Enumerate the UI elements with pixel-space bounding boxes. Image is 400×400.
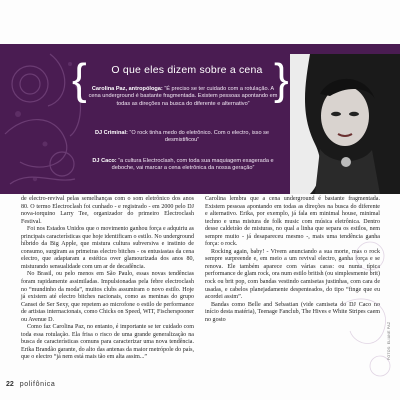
quote-banner [0,44,400,194]
quote-carolina [88,86,278,108]
quote-box [72,55,289,184]
right-brace: } [274,55,289,104]
portrait-photo [290,54,400,194]
paragraph: Foi nos Estados Unidos que o movimento ganhou força e adquiriu as principais características que hoje identificam o estilo. No underground híbrido da Big Apple, que mistura cultura subversiva e instinto de consumo, surgiram as primeiras electro bitches - os entusiastas da cena electro, que adaptaram a estética over glamourizada dos anos 80, misturando sensualidade com um ar de decadência. [21,226,194,270]
page-footer [6,381,55,393]
magazine-name: polifônica [19,381,56,388]
left-brace: { [72,55,87,104]
quote-text: “O rock tinha medo do eletrônico. Com o electro, isso se desmistificou” [129,130,270,144]
quote-text: “É preciso se ter cuidado com a rotulação. A cena underground é bastante fragmentada. Existem pessoas apontando em todas as direções na busca do diferente e alternativo” [88,86,278,107]
photo-credit: FOTOS: ELIANE PAZ [387,321,391,360]
quote-dj-caco [86,158,280,173]
paragraph: Rocking again, baby! - Vivem anunciando a sua morte, mas o rock sempre surpreende e, em meio a um revival electro, ganha força e se renova. Ele também aparece com várias caras: ou numa típica performance de glam rock, ora num estilo british (ou simplesmente brit) rock ou brit pop, com bandas vestindo camisetas justinhas, com cara de usadas, e cabelos planejadamente despenteados, do tipo “finge que eu acordei assim”. [205,248,380,301]
paragraph: Bandas como Belle and Sebastian (vide camiseta do DJ Caco no início desta matéria), Teenage Fanclub, The Hives e White Stripes caem no gosto [205,301,380,323]
quote-text: “a cultura Electroclash, com toda sua maquiagem exagerada e deboche, vai marcar a cena eletrônica da nossa geração” [111,158,274,172]
paragraph: No Brasil, ou pelo menos em São Paulo, essas novas tendências foram rapidamente assimiladas. Impulsionadas pela febre electroclash no “mundinho da moda”, muitos clubs assumiram o novo estilo. Hoje já existem até electro bitches nacionais, como as meninas do grupo Cansei de Ser Sexy, que repetem ao microfone o estilo de performance de artistas internacionais, como Chicks on Speed, WIT, Fischerspooner ou Avenue D. [21,271,194,323]
quote-dj-criminal [84,130,280,145]
paragraph: de electro-revival pelas semelhanças com o som eletrônico dos anos 80. O termo Electroclash foi cunhado - e registrado - em 2000 pelo DJ nova-iorquino Larry Tee, organizador do primeiro Electroclash Festival. [21,196,194,225]
page-number: 22 [6,381,14,388]
quote-speaker: Carolina Paz, antropóloga: [91,86,163,92]
banner-title: O que eles dizem sobre a cena [111,64,263,76]
swirl-decoration-bottom [300,196,400,396]
paragraph: Carolina lembra que a cena underground é bastante fragmentada. Existem pessoas apontando em todas as direções na busca do diferente e alternativo. Erika, por exemplo, já fala em minimal house, minimal techno e uma mistura de folk music com música eletrônica. Dentro desse caldeirão de misturas, no qual a linha que separa os estilos, nem sempre muito - já desapareceu mesmo -, mais uma tendência ganha força: o rock. [205,196,380,248]
quote-speaker: DJ Caco: [92,158,117,164]
paragraph: Como faz Carolina Paz, no entanto, é importante se ter cuidado com toda essa rotulação. Ela frisa o risco de uma grande generalização na busca de características comuns para caracterizar uma nova tendência. Erika Brandão garante, do alto das antenas da maior metrópole do país, que o electro “já nem está mais tão em alta assim...” [21,324,194,361]
portrait-image [290,54,400,194]
quote-speaker: DJ Criminal: [94,130,128,136]
article-column-left [21,196,194,362]
